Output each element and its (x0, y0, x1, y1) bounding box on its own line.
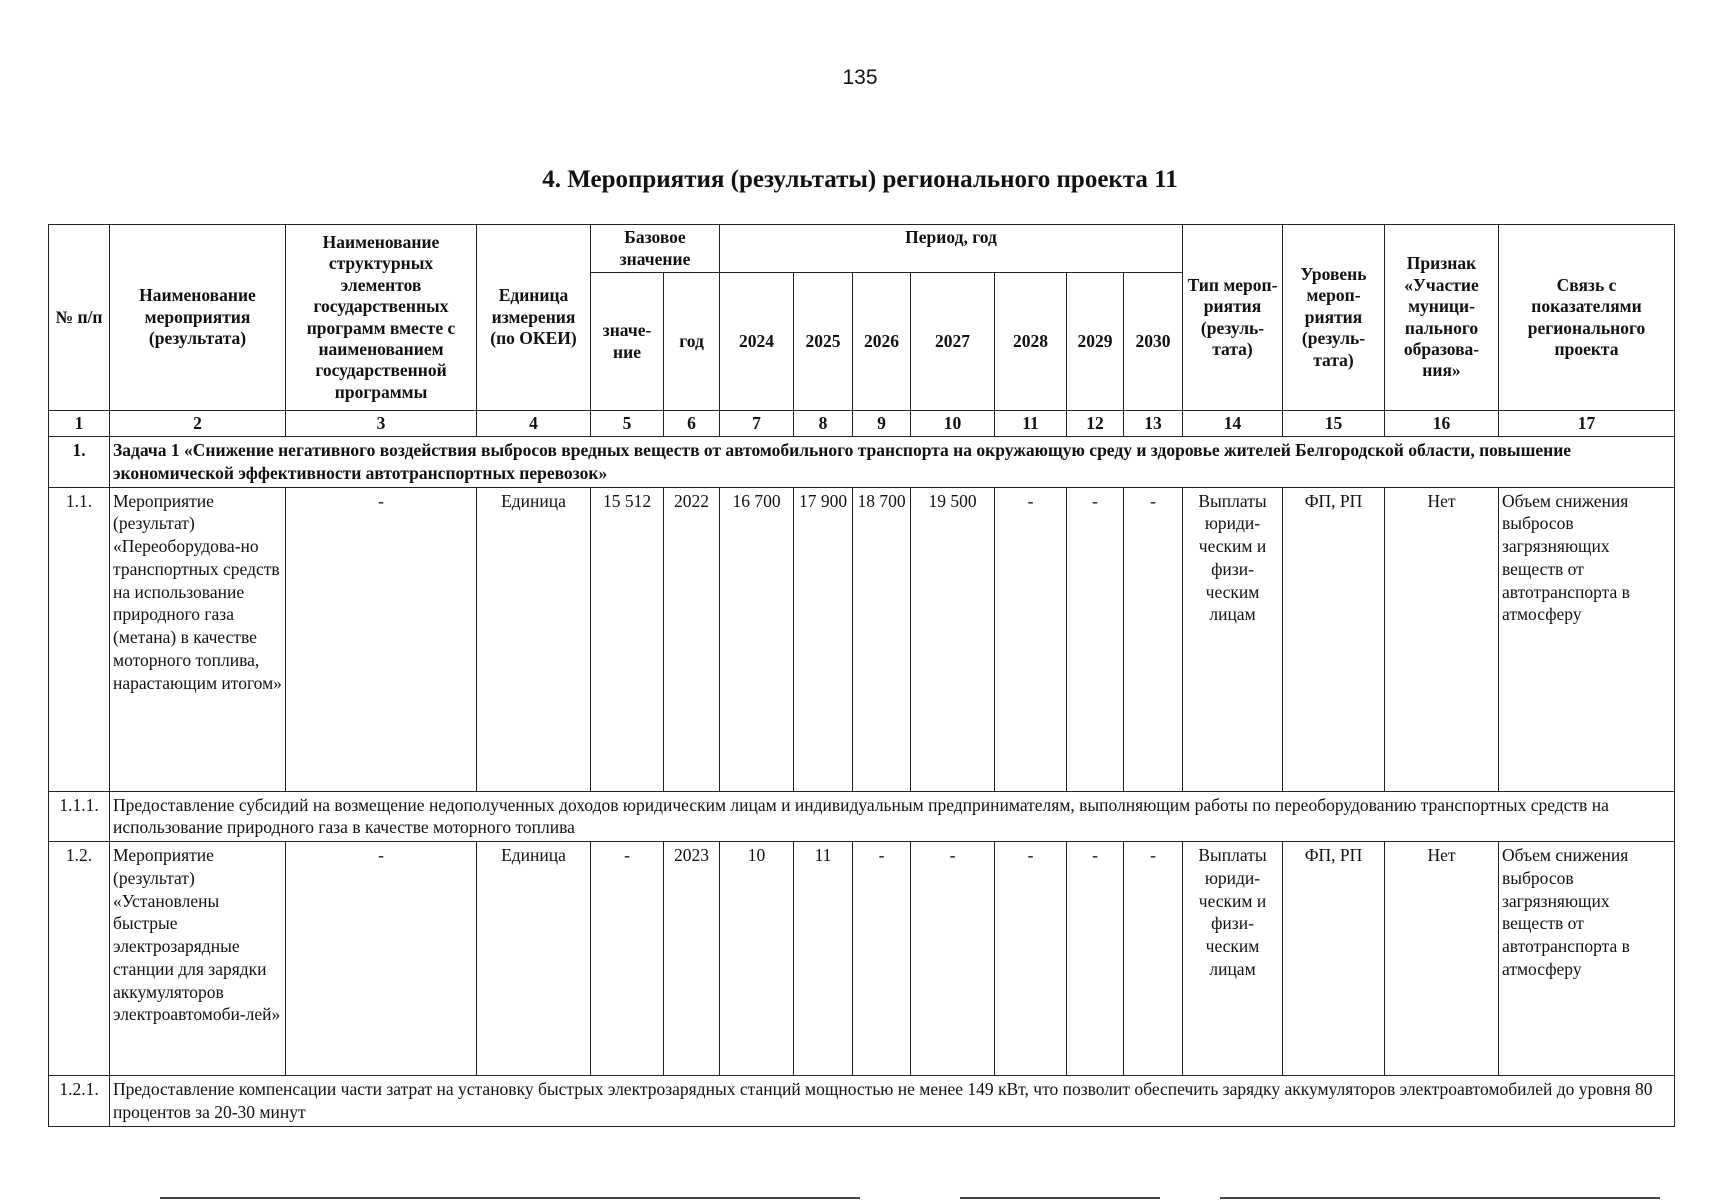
bottom-scan-line (1220, 1197, 1660, 1199)
bottom-scan-line (960, 1197, 1160, 1199)
column-number: 4 (477, 411, 591, 437)
base-year: 2023 (664, 842, 720, 1076)
value-2027: 19 500 (911, 487, 995, 791)
value-2026: - (853, 842, 911, 1076)
row-number: 1.1.1. (49, 791, 110, 842)
column-numbers-row (49, 411, 1675, 437)
header-row-1 (49, 225, 1675, 273)
header-name: Наименование мероприятия (результата) (110, 225, 286, 411)
header-year-2028: 2028 (995, 273, 1067, 411)
page-number: 135 (842, 66, 878, 89)
task-number: 1. (49, 437, 110, 488)
column-number: 13 (1124, 411, 1183, 437)
measure-type: Выплаты юриди-ческим и физи-ческим лицам (1183, 487, 1283, 791)
column-number: 7 (720, 411, 794, 437)
indicator-link: Объем снижения выбросов загрязняющих веществ от автотранспорта в атмосферу (1499, 842, 1675, 1076)
header-num: № п/п (49, 225, 110, 411)
value-2028: - (995, 487, 1067, 791)
header-year-2030: 2030 (1124, 273, 1183, 411)
measure-level: ФП, РП (1283, 487, 1385, 791)
table-row (49, 842, 1675, 1076)
measure-type: Выплаты юриди-ческим и физи-ческим лицам (1183, 842, 1283, 1076)
bottom-scan-line (160, 1197, 860, 1199)
table-row (49, 487, 1675, 791)
column-number: 12 (1067, 411, 1124, 437)
header-type: Тип мероп-риятия (резуль-тата) (1183, 225, 1283, 411)
column-number: 16 (1385, 411, 1499, 437)
header-year-2025: 2025 (794, 273, 853, 411)
base-year: 2022 (664, 487, 720, 791)
column-number: 17 (1499, 411, 1675, 437)
column-number: 10 (911, 411, 995, 437)
subrow-text: Предоставление субсидий на возмещение недополученных доходов юридическим лицам и индивидуальным предпринимателям, выполняющим работы по переоборудованию транспортных средств на использование природного газа в качестве моторного топлива (110, 791, 1675, 842)
value-2026: 18 700 (853, 487, 911, 791)
page-title: 4. Мероприятия (результаты) регионального проекта 11 (542, 166, 1178, 193)
indicator-link: Объем снижения выбросов загрязняющих веществ от автотранспорта в атмосферу (1499, 487, 1675, 791)
column-number: 9 (853, 411, 911, 437)
column-number: 6 (664, 411, 720, 437)
header-link: Связь с показателями регионального проекта (1499, 225, 1675, 411)
value-2024: 16 700 (720, 487, 794, 791)
task-text: Задача 1 «Снижение негативного воздействия выбросов вредных веществ от автомобильного транспорта на окружающую среду и здоровье жителей Белгородской области, повышение экономической эффективности автотранспортных перевозок» (110, 437, 1675, 488)
subrow-text: Предоставление компенсации части затрат на установку быстрых электрозарядных станций мощностью не менее 149 кВт, что позволит обеспечить зарядку аккумуляторов электроавтомобилей до уровня 80 процентов за 20-30 минут (110, 1076, 1675, 1127)
header-base-year: год (664, 273, 720, 411)
column-number: 1 (49, 411, 110, 437)
measure-level: ФП, РП (1283, 842, 1385, 1076)
column-number: 15 (1283, 411, 1385, 437)
value-2029: - (1067, 842, 1124, 1076)
struct-element: - (286, 487, 477, 791)
base-value: 15 512 (591, 487, 664, 791)
value-2024: 10 (720, 842, 794, 1076)
column-number: 11 (995, 411, 1067, 437)
subrow (49, 1076, 1675, 1127)
row-number: 1.2. (49, 842, 110, 1076)
value-2030: - (1124, 487, 1183, 791)
column-number: 5 (591, 411, 664, 437)
header-year-2027: 2027 (911, 273, 995, 411)
value-2029: - (1067, 487, 1124, 791)
value-2025: 11 (794, 842, 853, 1076)
column-number: 14 (1183, 411, 1283, 437)
unit: Единица (477, 842, 591, 1076)
header-period: Период, год (720, 225, 1183, 273)
column-number: 8 (794, 411, 853, 437)
header-base-value: значе-ние (591, 273, 664, 411)
unit: Единица (477, 487, 591, 791)
task-row (49, 437, 1675, 488)
measures-table (48, 224, 1675, 1127)
struct-element: - (286, 842, 477, 1076)
header-sign: Признак «Участие муници-пального образова-ния» (1385, 225, 1499, 411)
measure-name: Мероприятие (результат) «Установлены быстрые электрозарядные станции для зарядки аккумуляторов электроавтомоби-лей» (110, 842, 286, 1076)
header-base: Базовое значение (591, 225, 720, 273)
value-2025: 17 900 (794, 487, 853, 791)
row-number: 1.2.1. (49, 1076, 110, 1127)
header-year-2029: 2029 (1067, 273, 1124, 411)
header-level: Уровень мероп-риятия (резуль-тата) (1283, 225, 1385, 411)
header-year-2026: 2026 (853, 273, 911, 411)
base-value: - (591, 842, 664, 1076)
column-number: 2 (110, 411, 286, 437)
column-number: 3 (286, 411, 477, 437)
subrow (49, 791, 1675, 842)
value-2027: - (911, 842, 995, 1076)
value-2028: - (995, 842, 1067, 1076)
measure-name: Мероприятие (результат) «Переоборудова-но транспортных средств на использование природного газа (метана) в качестве моторного топлива, нарастающим итогом» (110, 487, 286, 791)
header-year-2024: 2024 (720, 273, 794, 411)
header-unit: Единица измерения (по ОКЕИ) (477, 225, 591, 411)
header-struct: Наименование структурных элементов государственных программ вместе с наименованием государственной программы (286, 225, 477, 411)
value-2030: - (1124, 842, 1183, 1076)
municipal-sign: Нет (1385, 487, 1499, 791)
municipal-sign: Нет (1385, 842, 1499, 1076)
row-number: 1.1. (49, 487, 110, 791)
